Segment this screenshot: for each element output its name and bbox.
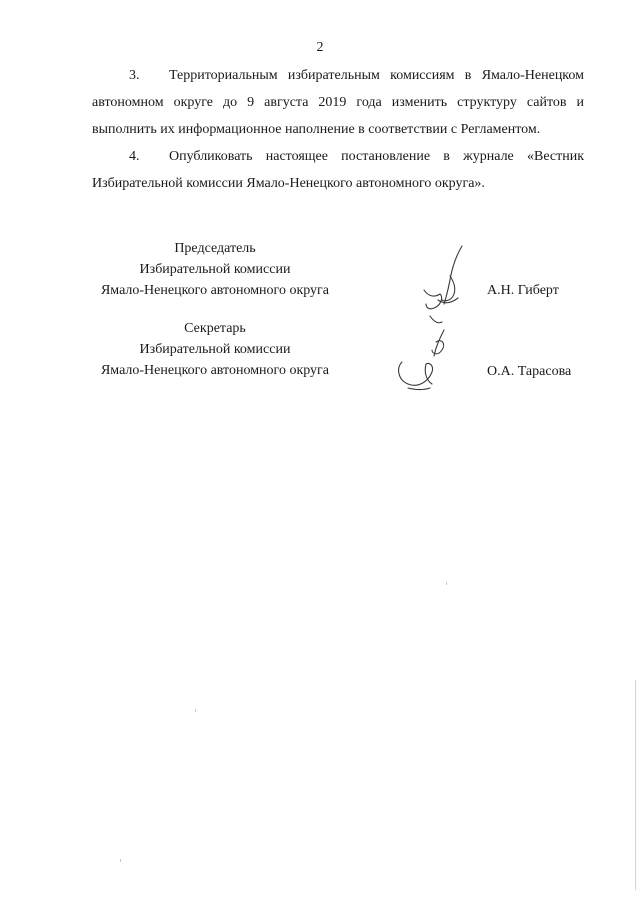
chair-title-line1: Председатель <box>174 241 256 256</box>
paragraph-4-number: 4. <box>129 149 140 164</box>
secretary-title-line2: Избирательной комиссии <box>139 342 291 357</box>
paragraph-4-text: Опубликовать настоящее постановление в журнале «Вестник Избирательной комиссии Ямало-Ненецкого автономного округа». <box>92 149 584 191</box>
handwritten-signatures <box>380 238 490 398</box>
chair-signature-stroke <box>424 290 442 309</box>
paragraph-3-number: 3. <box>129 68 140 83</box>
secretary-signature-stroke <box>399 362 433 385</box>
page-number: 2 <box>316 40 324 55</box>
chair-title-line2: Избирательной комиссии <box>139 262 291 277</box>
chair-title-block <box>70 238 360 301</box>
secretary-title-line3: Ямало-Ненецкого автономного округа <box>100 363 330 378</box>
chair-title-line3: Ямало-Ненецкого автономного округа <box>100 283 330 298</box>
paragraph-4 <box>92 143 584 197</box>
secretary-signature-stroke <box>408 388 430 390</box>
secretary-signature-stroke <box>434 330 444 356</box>
scan-dot <box>195 709 196 712</box>
paragraph-3 <box>92 62 584 143</box>
scan-edge-line <box>635 680 636 890</box>
paragraph-3-text: Территориальным избирательным комиссиям в Ямало-Ненецком автономном округе до 9 августа 2019 года изменить структуру сайтов и выполнить их информационное наполнение в соответствии с Регламентом. <box>92 68 584 137</box>
scan-dot <box>446 582 447 585</box>
secretary-title-block <box>70 318 360 381</box>
secretary-name: О.А. Тарасова <box>487 364 572 379</box>
chair-signature-stroke <box>430 316 442 323</box>
chair-name: А.Н. Гиберт <box>487 283 559 298</box>
secretary-title-line1: Секретарь <box>184 321 246 336</box>
scan-dot <box>120 859 121 862</box>
